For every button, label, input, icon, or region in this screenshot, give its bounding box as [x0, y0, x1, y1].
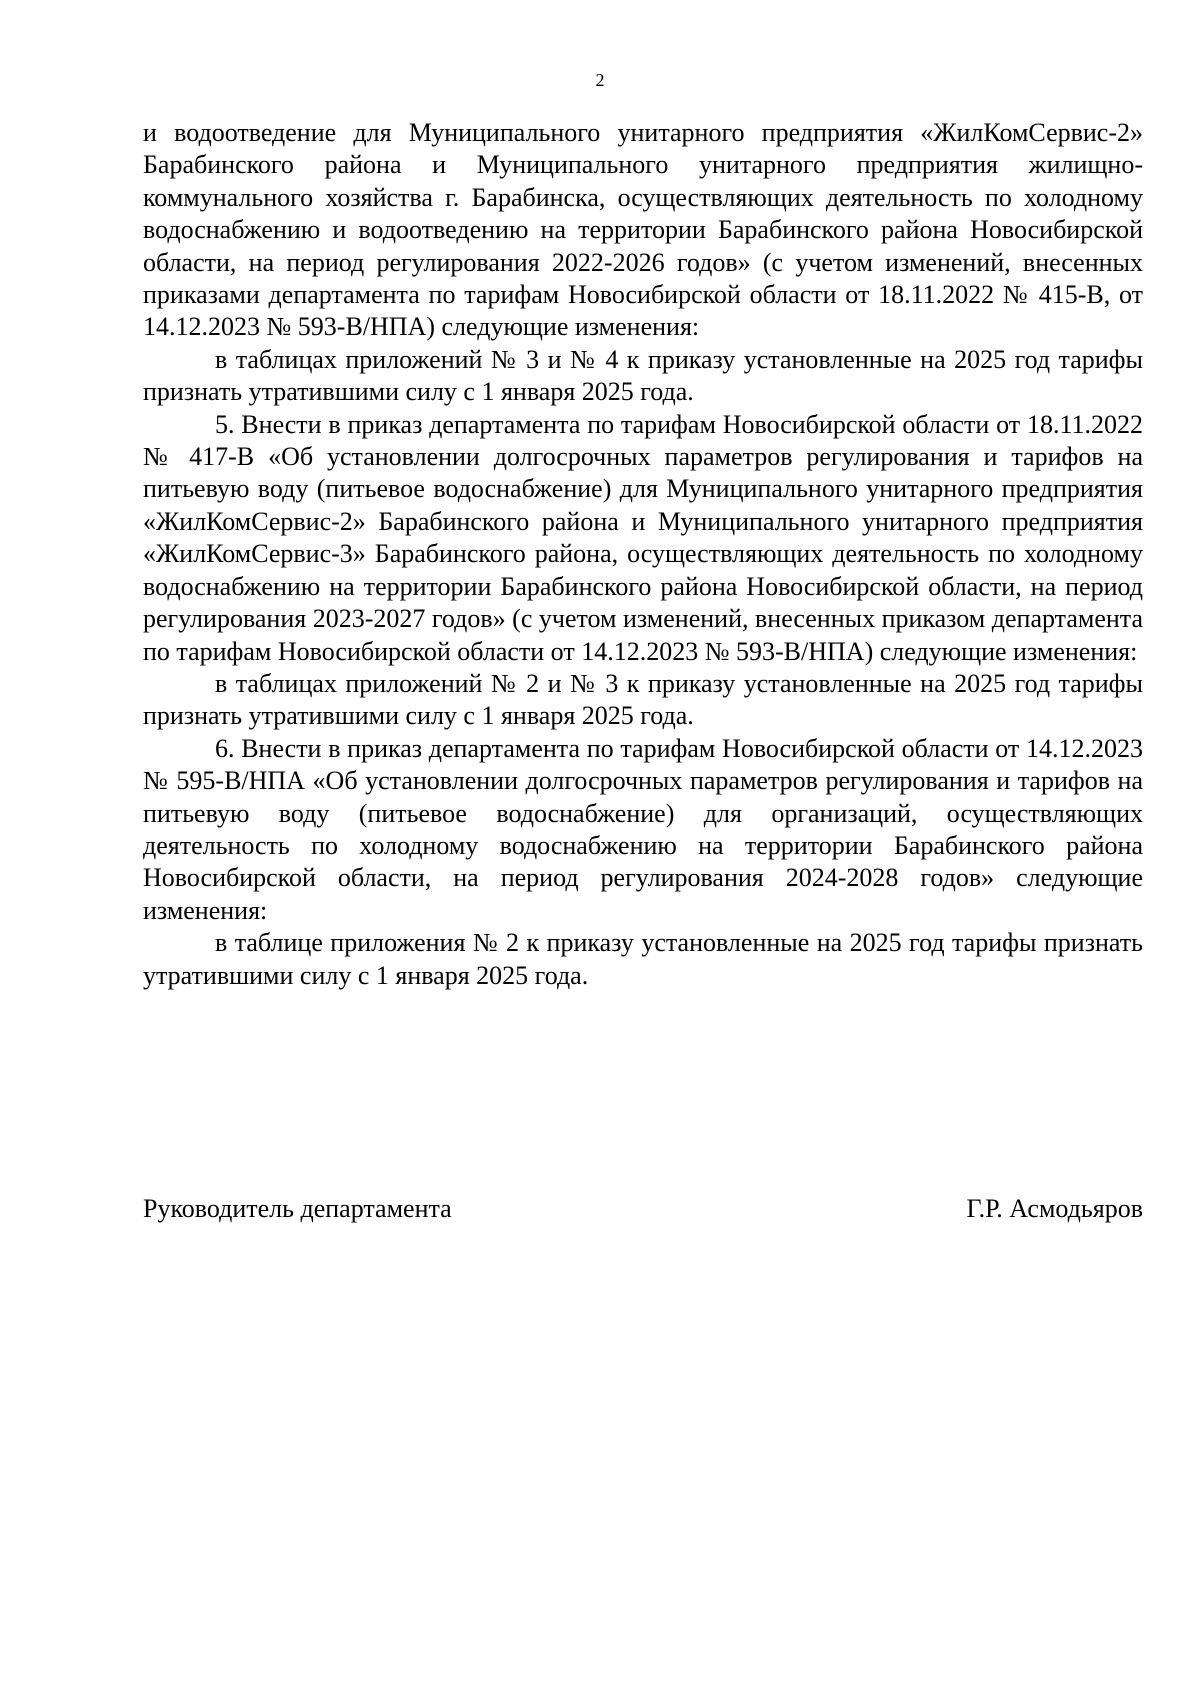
paragraph-item-4-change: в таблицах приложений № 3 и № 4 к приказу установленные на 2025 год тарифы признать утратившими силу с 1 января 2025 года.	[143, 344, 1143, 407]
paragraph-item-5: 5. Внести в приказ департамента по тарифам Новосибирской области от 18.11.2022 № 417-В «Об установлении долгосрочных параметров регулирования и тарифов на питьевую воду (питьевое водоснабжение) для Муниципального унитарного предприятия «ЖилКомСервис-2» Барабинского района и Муниципального унитарного предприятия «ЖилКомСервис-3» Барабинского района, осуществляющих деятельность по холодному водоснабжению на территории Барабинского района Новосибирской области, на период регулирования 2023-2027 годов» (с учетом изменений, внесенных приказом департамента по тарифам Новосибирской области от 14.12.2023 № 593-В/НПА) следующие изменения:	[143, 409, 1143, 666]
paragraph-item-6-change: в таблице приложения № 2 к приказу установленные на 2025 год тарифы признать утратившими силу с 1 января 2025 года.	[143, 928, 1143, 990]
paragraph-continuation: и водоотведение для Муниципального унитарного предприятия «ЖилКомСервис-2» Барабинского района и Муниципального унитарного предприятия жилищно-коммунального хозяйства г. Барабинска, осуществляющих деятельность по холодному водоснабжению и водоотведению на территории Барабинского района Новосибирской области, на период регулирования 2022-2026 годов» (с учетом изменений, внесенных приказами департамента по тарифам Новосибирской области от 18.11.2022 № 415-В, от 14.12.2023 № 593-В/НПА) следующие изменения:	[143, 118, 1143, 342]
signatory-position: Руководитель департамента	[143, 1194, 452, 1223]
page-number: 2	[595, 70, 605, 90]
paragraph-item-5-change: в таблицах приложений № 2 и № 3 к приказу установленные на 2025 год тарифы признать утратившими силу с 1 января 2025 года.	[143, 668, 1143, 731]
signatory-name: Г.Р. Асмодьяров	[966, 1194, 1143, 1223]
document-body	[143, 117, 1143, 992]
signature-block	[143, 1193, 1143, 1225]
paragraph-item-6: 6. Внести в приказ департамента по тарифам Новосибирской области от 14.12.2023 № 595-В/НПА «Об установлении долгосрочных параметров регулирования и тарифов на питьевую воду (питьевое водоснабжение) для организаций, осуществляющих деятельность по холодному водоснабжению на территории Барабинского района Новосибирской области, на период регулирования 2024-2028 годов» следующие изменения:	[143, 733, 1143, 925]
